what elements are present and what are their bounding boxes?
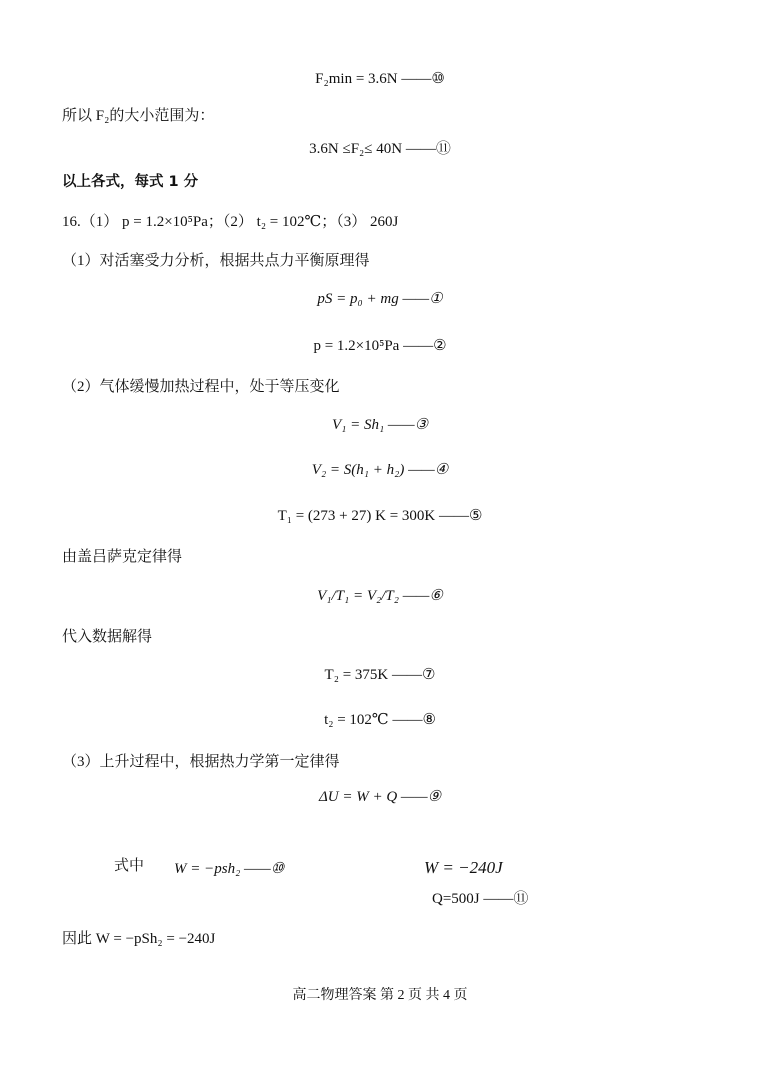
equation-7: T₂ = 375K ——⑦: [324, 667, 436, 683]
scoring-note: 以上各式，每式 1 分: [62, 174, 199, 190]
part-3-heading: （3）上升过程中，根据热力学第一定律得: [62, 754, 340, 770]
where-label: 式中: [114, 858, 145, 874]
equation-f2-range: 3.6N ≤F₂≤ 40N ——⑪: [309, 141, 451, 157]
law-heading: 由盖吕萨克定律得: [62, 549, 183, 565]
equation-f2min: F₂min = 3.6N ——⑩: [315, 71, 445, 87]
equation-5: T₁ = (273 + 27) K = 300K ——⑤: [277, 508, 483, 524]
page-footer: 高二物理答案 第 2 页 共 4 页: [292, 988, 468, 1003]
equation-10: W = −psh₂ ——⑩: [174, 861, 285, 877]
equation-8: t₂ = 102℃ ——⑧: [324, 712, 436, 728]
part-2-heading: （2）气体缓慢加热过程中，处于等压变化: [62, 379, 340, 395]
part-1-heading: （1）对活塞受力分析，根据共点力平衡原理得: [62, 253, 370, 269]
question-16-answers: 16.（1） p = 1.2×10⁵Pa；（2） t₂ = 102℃；（3） 260J: [62, 214, 399, 230]
equation-6: V₁/T₁ = V₂/T₂ ——⑥: [317, 588, 443, 604]
range-intro: 所以 F₂的大小范围为：: [62, 108, 215, 124]
equation-2: p = 1.2×10⁵Pa ——②: [313, 338, 447, 354]
equation-3: V₁ = Sh₁ ——③: [331, 417, 429, 433]
equation-1: pS = p₀ + mg ——①: [317, 291, 443, 307]
equation-9: ΔU = W + Q ——⑨: [318, 789, 442, 805]
substitution-heading: 代入数据解得: [62, 629, 153, 645]
equation-11: Q=500J ——⑪: [432, 891, 529, 907]
w-value: W = −240J: [424, 858, 503, 877]
conclusion: 因此 W = −pSh₂ = −240J: [62, 931, 216, 947]
equation-4: V₂ = S(h₁ + h₂) ——④: [311, 462, 449, 478]
